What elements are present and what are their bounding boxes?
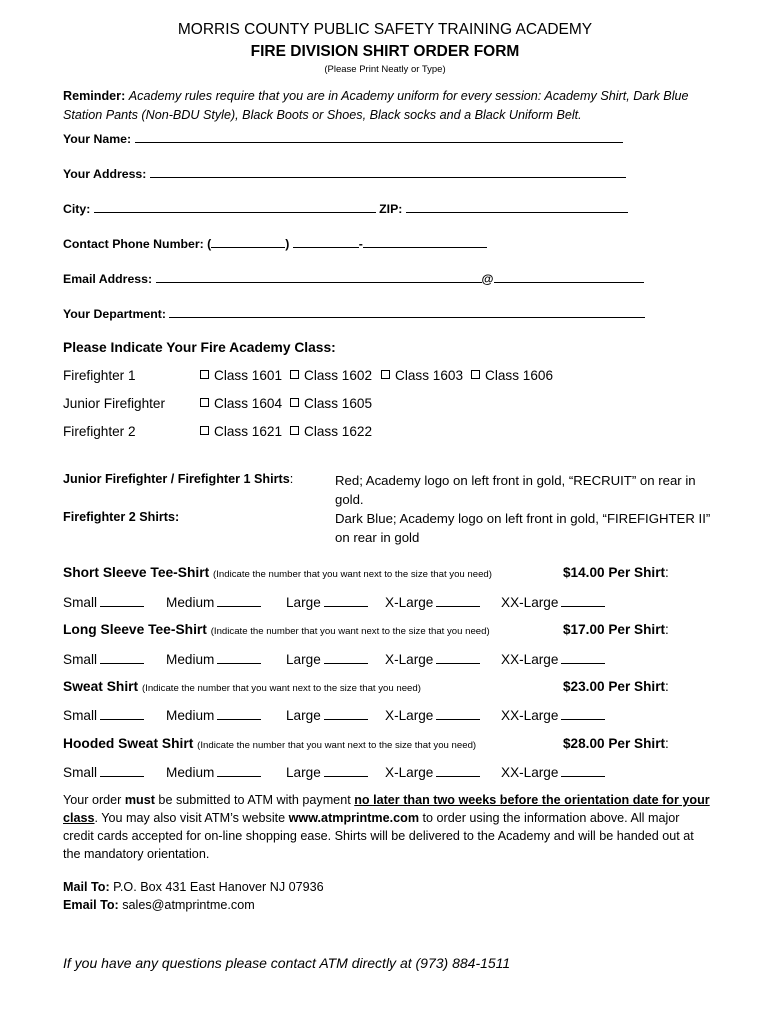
size-xxlarge[interactable]: XX-Large: [501, 651, 605, 667]
size-medium[interactable]: Medium: [166, 651, 261, 667]
contact-footer: If you have any questions please contact ATM directly at (973) 884-1511: [63, 955, 511, 971]
product-title: Long Sleeve Tee-Shirt (Indicate the number that you want next to the size that you need): [63, 622, 490, 637]
quantity-line: [100, 764, 144, 777]
email-to: Email To: sales@atmprintme.com: [63, 898, 255, 912]
quantity-line: [217, 651, 261, 664]
class-option[interactable]: Class 1606: [471, 368, 553, 383]
city-line[interactable]: [94, 200, 376, 213]
quantity-line: [561, 707, 605, 720]
department-field[interactable]: [63, 305, 645, 321]
product-title: Hooded Sweat Shirt (Indicate the number that you want next to the size that you need): [63, 736, 477, 751]
name-label: Your Name:: [63, 132, 132, 146]
size-xlarge[interactable]: X-Large: [385, 594, 480, 610]
product-price: $14.00 Per Shirt:: [563, 565, 669, 580]
department-line[interactable]: [169, 305, 645, 318]
quantity-line: [324, 651, 368, 664]
product-title: Short Sleeve Tee-Shirt (Indicate the number that you want next to the size that you need): [63, 565, 492, 580]
checkbox[interactable]: [381, 370, 390, 379]
quantity-line: [561, 651, 605, 664]
deadline-text: no later than two weeks before the orientation date for your class: [63, 793, 710, 825]
checkbox[interactable]: [200, 370, 209, 379]
size-xxlarge[interactable]: XX-Large: [501, 707, 605, 723]
department-label: Your Department:: [63, 307, 166, 321]
size-small[interactable]: Small: [63, 707, 144, 723]
city-zip-field[interactable]: [63, 200, 628, 216]
reminder-label: Reminder:: [63, 89, 126, 103]
class-row-label: Firefighter 2: [63, 424, 136, 439]
quantity-line: [324, 594, 368, 607]
checkbox[interactable]: [290, 398, 299, 407]
email-user-line[interactable]: [156, 270, 482, 283]
address-line[interactable]: [150, 165, 626, 178]
class-heading: Please Indicate Your Fire Academy Class:: [63, 340, 336, 355]
checkbox[interactable]: [471, 370, 480, 379]
quantity-line: [100, 594, 144, 607]
zip-label: ZIP:: [379, 202, 403, 216]
checkbox[interactable]: [200, 426, 209, 435]
address-label: Your Address:: [63, 167, 147, 181]
product-price: $23.00 Per Shirt:: [563, 679, 669, 694]
ff2-shirts-description: Dark Blue; Academy logo on left front in gold, “FIREFIGHTER II” on rear in gold: [335, 511, 711, 545]
ff1-shirts-description: Red; Academy logo on left front in gold, “RECRUIT” on rear in gold.: [335, 473, 696, 507]
class-option[interactable]: Class 1622: [290, 424, 372, 439]
size-small[interactable]: Small: [63, 594, 144, 610]
form-title: FIRE DIVISION SHIRT ORDER FORM: [250, 43, 520, 60]
size-small[interactable]: Small: [63, 764, 144, 780]
print-instruction: (Please Print Neatly or Type): [324, 64, 446, 75]
class-row-label: Junior Firefighter: [63, 396, 165, 411]
quantity-line: [100, 707, 144, 720]
size-xlarge[interactable]: X-Large: [385, 651, 480, 667]
class-option[interactable]: Class 1604: [200, 396, 282, 411]
name-field[interactable]: [63, 130, 623, 146]
product-price: $28.00 Per Shirt:: [563, 736, 669, 751]
reminder-text: Academy rules require that you are in Academy uniform for every session: Academy Shirt, Dark Blue Station Pants (Non-BDU Style), Black Boots or Shoes, Black socks and a Black Uniform Belt.: [63, 89, 689, 122]
size-xlarge[interactable]: X-Large: [385, 764, 480, 780]
size-large[interactable]: Large: [286, 651, 368, 667]
quantity-line: [100, 651, 144, 664]
ff2-shirts-label: Firefighter 2 Shirts:: [63, 510, 180, 524]
phone-label: Contact Phone Number:: [63, 237, 204, 251]
quantity-line: [436, 651, 480, 664]
quantity-line: [436, 764, 480, 777]
email-field[interactable]: Email Address: @: [63, 270, 644, 286]
checkbox[interactable]: [290, 426, 299, 435]
size-medium[interactable]: Medium: [166, 764, 261, 780]
product-price: $17.00 Per Shirt:: [563, 622, 669, 637]
phone-field[interactable]: [63, 235, 487, 251]
size-xlarge[interactable]: X-Large: [385, 707, 480, 723]
class-option[interactable]: Class 1602: [290, 368, 372, 383]
quantity-line: [436, 707, 480, 720]
size-large[interactable]: Large: [286, 594, 368, 610]
email-address-link[interactable]: sales@atmprintme.com: [122, 898, 255, 912]
quantity-line: [324, 764, 368, 777]
name-line[interactable]: [135, 130, 623, 143]
academy-title: MORRIS COUNTY PUBLIC SAFETY TRAINING ACADEMY: [177, 21, 593, 38]
phone-prefix-line[interactable]: [293, 235, 359, 248]
quantity-line: [217, 764, 261, 777]
size-large[interactable]: Large: [286, 764, 368, 780]
website-link[interactable]: www.atmprintme.com: [288, 811, 420, 825]
size-xxlarge[interactable]: XX-Large: [501, 764, 605, 780]
quantity-line: [217, 707, 261, 720]
class-option[interactable]: Class 1605: [290, 396, 372, 411]
reminder-paragraph: [63, 87, 713, 125]
zip-line[interactable]: [406, 200, 628, 213]
size-xxlarge[interactable]: XX-Large: [501, 594, 605, 610]
checkbox[interactable]: [200, 398, 209, 407]
class-row-label: Firefighter 1: [63, 368, 136, 383]
product-title: Sweat Shirt (Indicate the number that you want next to the size that you need): [63, 679, 421, 694]
mail-to: Mail To: P.O. Box 431 East Hanover NJ 07936: [63, 880, 324, 894]
quantity-line: [324, 707, 368, 720]
class-option[interactable]: Class 1601: [200, 368, 282, 383]
size-medium[interactable]: Medium: [166, 594, 261, 610]
phone-number-line[interactable]: [363, 235, 487, 248]
size-large[interactable]: Large: [286, 707, 368, 723]
city-label: City:: [63, 202, 91, 216]
quantity-line: [436, 594, 480, 607]
quantity-line: [561, 594, 605, 607]
phone-format: ( ) -: [207, 237, 487, 251]
class-option[interactable]: Class 1621: [200, 424, 282, 439]
checkbox[interactable]: [290, 370, 299, 379]
quantity-line: [561, 764, 605, 777]
area-code-line[interactable]: [211, 235, 285, 248]
order-instructions: Your order must be submitted to ATM with payment no later than two weeks before the orientation date for your class. You may also visit ATM’s website www.atmprintme.com to order using the information above. All major credit cards accepted for on-line shopping ease. Shirts will be delivered to the Academy and will be handed out at the mandatory orientation.: [63, 793, 710, 861]
class-option[interactable]: Class 1603: [381, 368, 463, 383]
ff1-shirts-label: Junior Firefighter / Firefighter 1 Shirts:: [63, 472, 294, 486]
email-domain-line[interactable]: [494, 270, 644, 283]
size-medium[interactable]: Medium: [166, 707, 261, 723]
email-label: Email Address:: [63, 272, 153, 286]
quantity-line: [217, 594, 261, 607]
address-field[interactable]: [63, 165, 626, 181]
size-small[interactable]: Small: [63, 651, 144, 667]
